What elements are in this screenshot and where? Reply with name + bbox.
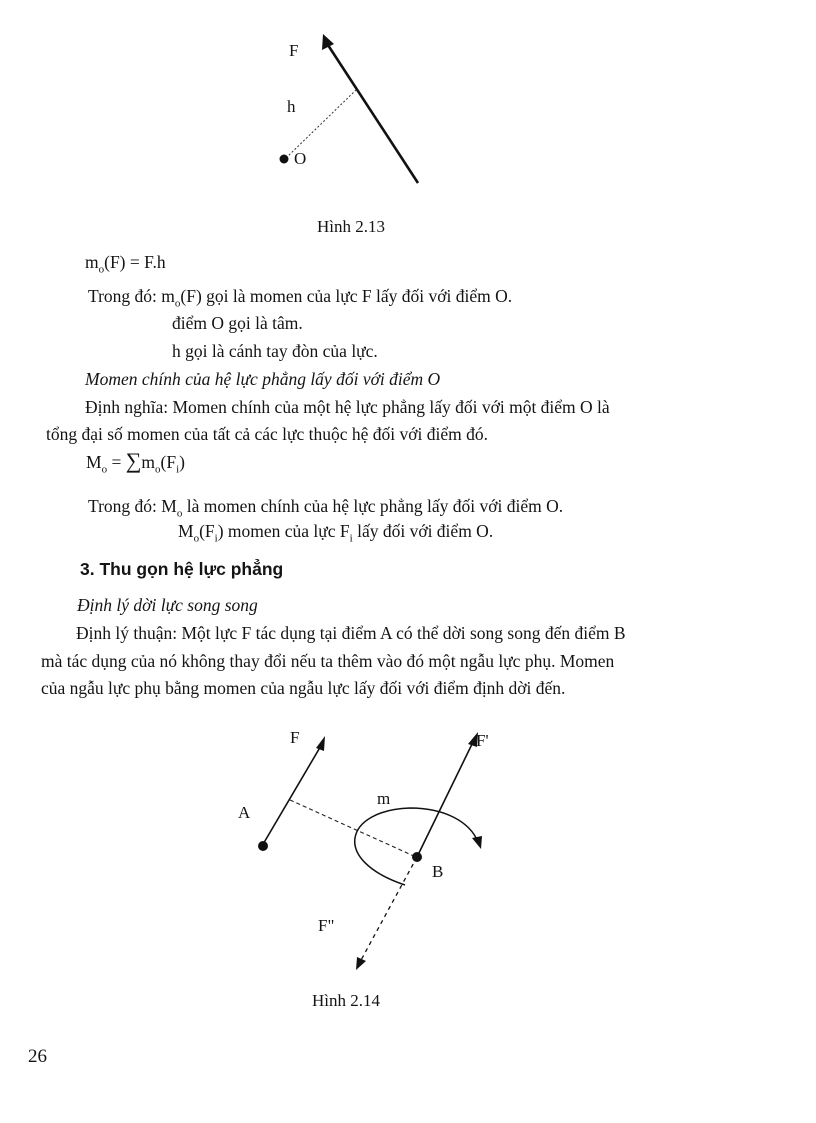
definition-line1: Định nghĩa: Momen chính của một hệ lực phẳng lấy đối với một điểm O là xyxy=(85,397,610,417)
fig14-label-m: m xyxy=(377,789,391,808)
where2-line2: $M_o(F_i)$ momen của lực $F_i$ lấy đối với điểm O. xyxy=(178,521,494,545)
section-3-heading: 3. Thu gọn hệ lực phẳng xyxy=(80,559,284,579)
fig14-label-F: F xyxy=(290,728,300,747)
force-F-line xyxy=(262,744,322,846)
fig13-caption: Hình 2.13 xyxy=(317,217,385,236)
force-Fprime-line xyxy=(417,740,474,857)
page-number: 26 xyxy=(28,1046,47,1067)
where1-line3: h gọi là cánh tay đòn của lực. xyxy=(172,341,378,361)
fig14-label-B: B xyxy=(432,862,444,881)
force-F-arrowhead xyxy=(316,736,325,751)
definition-line2: tổng đại số momen của tất cả các lực thuộc hệ đối với điểm đó. xyxy=(46,424,489,444)
fig14-label-Fdouble: F" xyxy=(318,916,335,935)
force-Fdouble-line xyxy=(360,857,417,962)
fig13-label-F: F xyxy=(289,41,299,60)
fig13-label-O: O xyxy=(294,149,307,168)
subheading-main-moment: Momen chính của hệ lực phẳng lấy đối với điểm O xyxy=(85,369,441,389)
theorem-line3: của ngẫu lực phụ bằng momen của ngẫu lực lấy đối với điểm định dời đến. xyxy=(41,678,566,698)
point-A xyxy=(258,841,268,851)
where1-line2: điểm O gọi là tâm. xyxy=(172,313,303,333)
where1-line1: Trong đó: $m_o(F)$ gọi là momen của lực F lấy đối với điểm O. xyxy=(88,286,513,310)
fig13-label-h: h xyxy=(287,97,296,116)
theorem-line1: Định lý thuận: Một lực F tác dụng tại điểm A có thể dời song song đến điểm B xyxy=(76,623,626,643)
couple-moment-arrowhead xyxy=(472,836,482,849)
point-B xyxy=(412,852,422,862)
subheading-parallel-shift: Định lý dời lực song song xyxy=(77,595,258,615)
fig14-label-Fprime: F' xyxy=(476,731,489,750)
couple-moment-arc xyxy=(355,808,478,885)
force-Fdouble-arrowhead xyxy=(356,957,366,970)
where2-line1: Trong đó: $M_o$ là momen chính của hệ lực phẳng lấy đối với điểm O. xyxy=(88,496,564,520)
theorem-line2: mà tác dụng của nó không thay đổi nếu ta thêm vào đó một ngẫu lực phụ. Momen xyxy=(41,651,615,671)
fig14-label-A: A xyxy=(238,803,251,822)
main-moment-formula: $M_o = \sum m_o(F_i)$ xyxy=(86,448,185,476)
fig14-caption: Hình 2.14 xyxy=(312,991,380,1010)
moment-formula: $m_o(F) = F.h$ xyxy=(85,252,166,276)
